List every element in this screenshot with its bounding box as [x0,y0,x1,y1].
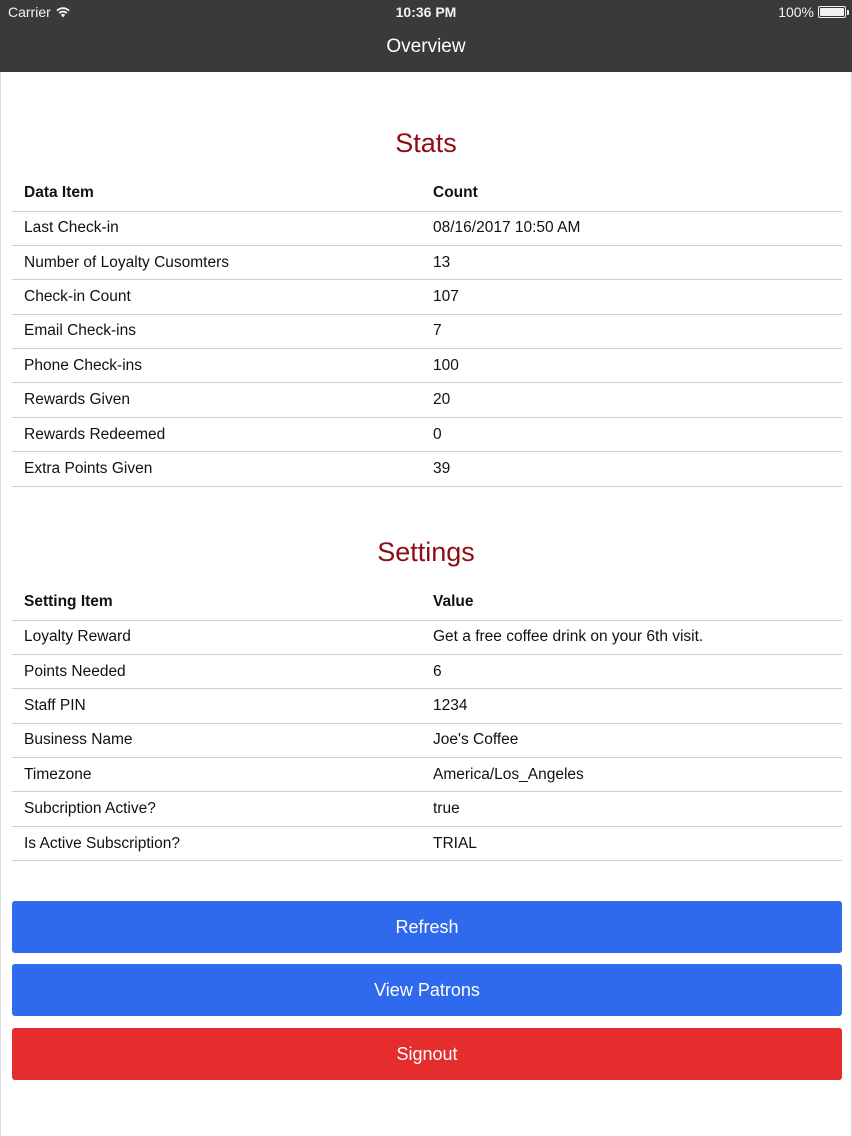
stat-label: Check-in Count [12,280,421,314]
setting-value: 1234 [421,689,842,723]
table-row [12,792,842,826]
settings-header-value: Value [433,592,474,610]
table-row [12,452,842,486]
top-bar [0,0,852,72]
table-row [12,349,842,383]
view-patrons-button[interactable]: View Patrons [12,964,842,1016]
stat-label: Last Check-in [12,211,421,245]
stat-value: 08/16/2017 10:50 AM [421,211,842,245]
stat-value: 0 [421,417,842,451]
stat-label: Extra Points Given [12,452,421,486]
stat-label: Rewards Given [12,383,421,417]
battery-indicator [778,4,846,20]
stat-value: 13 [421,245,842,279]
overview-content [0,72,852,1136]
setting-label: Loyalty Reward [12,620,421,654]
stat-label: Number of Loyalty Cusomters [12,245,421,279]
carrier-label: Carrier [8,4,51,20]
stat-label: Phone Check-ins [12,349,421,383]
settings-table [12,584,842,861]
setting-value: America/Los_Angeles [421,758,842,792]
table-row [12,280,842,314]
setting-value: Get a free coffee drink on your 6th visit. [421,620,842,654]
setting-value: Joe's Coffee [421,723,842,757]
status-bar [0,0,852,24]
setting-label: Timezone [12,758,421,792]
signout-button[interactable]: Signout [12,1028,842,1080]
stats-title: Stats [395,128,457,158]
battery-icon [818,6,846,18]
setting-label: Staff PIN [12,689,421,723]
table-row [12,723,842,757]
table-row [12,758,842,792]
table-row [12,383,842,417]
nav-title: Overview [386,36,466,57]
setting-value: 6 [421,654,842,688]
table-row [12,826,842,860]
stats-table [12,175,842,487]
setting-value: TRIAL [421,826,842,860]
setting-label: Is Active Subscription? [12,826,421,860]
stat-value: 100 [421,349,842,383]
setting-label: Business Name [12,723,421,757]
settings-header-item: Setting Item [24,592,113,610]
stat-value: 7 [421,314,842,348]
table-row [12,211,842,245]
stat-value: 39 [421,452,842,486]
stat-value: 20 [421,383,842,417]
table-row [12,620,842,654]
battery-percent: 100% [778,4,814,20]
table-row [12,245,842,279]
table-row [12,417,842,451]
setting-label: Subcription Active? [12,792,421,826]
refresh-button[interactable]: Refresh [12,901,842,953]
status-time: 10:36 PM [395,4,457,20]
stat-label: Email Check-ins [12,314,421,348]
stats-header-row [12,175,842,211]
settings-header-row [12,584,842,620]
setting-value: true [421,792,842,826]
stats-header-item: Data Item [24,183,94,201]
stat-label: Rewards Redeemed [12,417,421,451]
stats-header-count: Count [433,183,478,201]
table-row [12,314,842,348]
setting-label: Points Needed [12,654,421,688]
table-row [12,654,842,688]
settings-title: Settings [377,537,475,567]
table-row [12,689,842,723]
stat-value: 107 [421,280,842,314]
